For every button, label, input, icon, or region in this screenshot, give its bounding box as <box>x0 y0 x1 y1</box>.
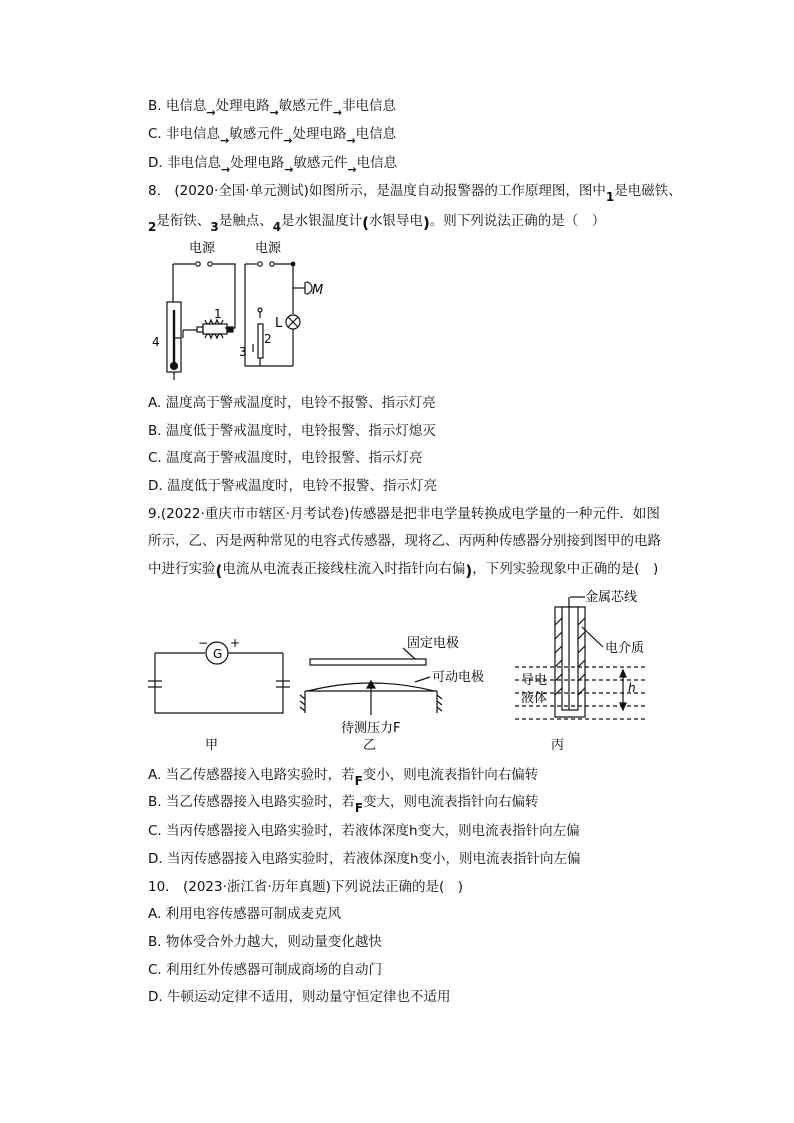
arrow-icon: → <box>220 163 231 176</box>
caption-jia: 甲 <box>205 738 219 753</box>
metal-core-label: 金属芯线 <box>585 590 638 605</box>
q10-stem: 10. (2023·浙江省·历年真题)下列说法正确的是( ) <box>148 879 463 895</box>
armature-label: 2 <box>264 332 272 346</box>
power-label-left: 电源 <box>189 241 216 256</box>
pressure-label: 待测压力F <box>341 721 401 736</box>
arrow-icon: → <box>283 134 293 147</box>
galv-minus-label: − <box>198 636 209 650</box>
q7-option-d: D. 非电信息$_\to$处理电路$_\to$敏感元件$_\to$电信息 <box>148 155 398 176</box>
thermometer-label: 4 <box>152 335 160 349</box>
depth-label: h <box>628 681 636 695</box>
caption-yi: 乙 <box>363 738 377 753</box>
arrow-icon: → <box>206 106 216 119</box>
q9-capacitive-sensor-figure <box>145 585 665 760</box>
electromagnet-label: 1 <box>214 307 222 321</box>
q9-stem-line3: 中进行实验(电流从电流表正接线柱流入时指针向右偏)，下列实验现象中正确的是( ) <box>148 561 659 580</box>
conductive-label: 导电 <box>521 673 548 688</box>
q9-stem-line1: 9.(2022·重庆市市辖区·月考试卷)传感器是把非电学量转换成电学量的一种元件．如图 <box>148 506 660 522</box>
liquid-label: 液体 <box>521 691 548 706</box>
galvanometer-icon: G <box>213 647 223 661</box>
q9-option-a: A. 当乙传感器接入电路实验时，若F变小，则电流表指针向右偏转 <box>148 767 539 788</box>
q10-option-b: B. 物体受合外力越大，则动量变化越快 <box>148 934 382 950</box>
q8-stem-line2: 2是衔铁、3是触点、4是水银温度计(水银导电)。则下列说法正确的是（ ） <box>148 213 606 234</box>
q8-alarm-circuit-figure <box>145 238 345 383</box>
q8-option-b: B. 温度低于警戒温度时，电铃报警、指示灯熄灭 <box>148 423 436 439</box>
contact-label: 3 <box>239 345 247 359</box>
q10-option-a: A. 利用电容传感器可制成麦克风 <box>148 906 342 922</box>
arrow-icon: → <box>284 163 294 176</box>
dielectric-label: 电介质 <box>605 641 645 656</box>
q7-option-b: B. 电信息$_\to$处理电路$_\to$敏感元件$_\to$非电信息 <box>148 98 397 119</box>
fixed-electrode-label: 固定电极 <box>407 636 460 651</box>
bell-label: M <box>312 283 324 298</box>
arrow-icon: → <box>220 134 230 147</box>
q10-option-d: D. 牛顿运动定律不适用，则动量守恒定律也不适用 <box>148 989 451 1005</box>
q8-option-d: D. 温度低于警戒温度时，电铃不报警、指示灯亮 <box>148 478 437 494</box>
movable-electrode-label: 可动电极 <box>432 670 485 685</box>
lamp-label: L <box>275 316 283 331</box>
arrow-icon: → <box>332 106 343 119</box>
q9-stem-line2: 所示，乙、丙是两种常见的电容式传感器，现将乙、丙两种传感器分别接到图甲的电路 <box>148 533 661 549</box>
q8-stem-line1: 8. (2020·全国·单元测试)如图所示，是温度自动报警器的工作原理图，图中1是电磁铁、 <box>148 183 682 204</box>
power-label-right: 电源 <box>255 241 282 256</box>
arrow-icon: → <box>346 134 356 147</box>
q9-option-c: C. 当丙传感器接入电路实验时，若液体深度h变大，则电流表指针向左偏 <box>148 823 580 839</box>
q9-option-d: D. 当丙传感器接入电路实验时，若液体深度h变小，则电流表指针向左偏 <box>148 851 581 867</box>
q8-option-c: C. 温度高于警戒温度时，电铃报警、指示灯亮 <box>148 450 423 466</box>
arrow-icon: → <box>269 106 279 119</box>
q10-option-c: C. 利用红外传感器可制成商场的自动门 <box>148 962 383 978</box>
galv-plus-label: + <box>230 636 241 650</box>
arrow-icon: → <box>347 163 357 176</box>
caption-bing: 丙 <box>551 738 565 753</box>
q8-option-a: A. 温度高于警戒温度时，电铃不报警、指示灯亮 <box>148 395 436 411</box>
q9-option-b: B. 当乙传感器接入电路实验时，若F变大，则电流表指针向右偏转 <box>148 794 539 815</box>
q7-option-c: C. 非电信息$_\to$敏感元件$_\to$处理电路$_\to$电信息 <box>148 126 397 147</box>
